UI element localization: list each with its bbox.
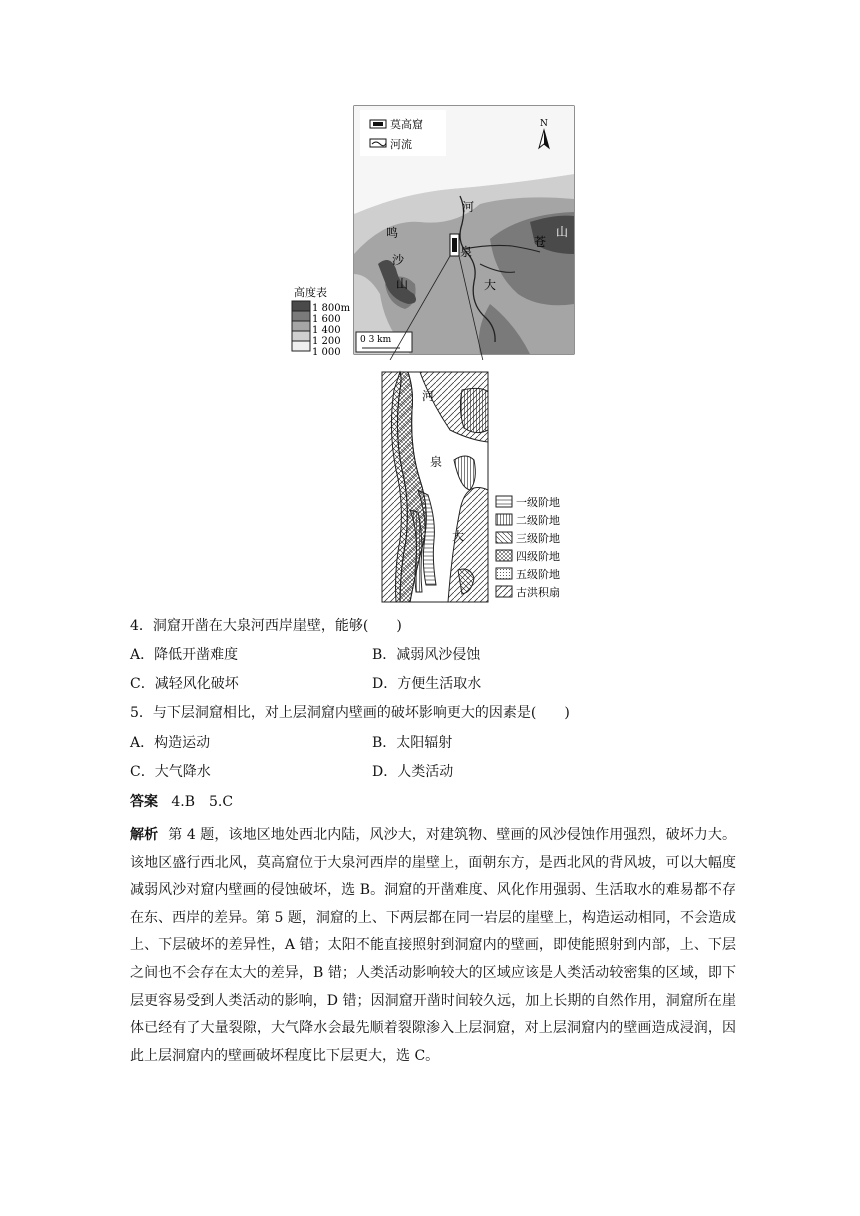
analysis-label: 解析 (130, 827, 159, 843)
detail-label-quan: 泉 (430, 455, 443, 469)
legend-alluvial-fan: 古洪积扇 (516, 586, 560, 599)
elev-1600: 1 600 (312, 314, 341, 325)
elev-1200: 1 200 (312, 336, 341, 347)
legend-terrace-5: 五级阶地 (516, 568, 560, 581)
answer-label: 答案 (130, 794, 158, 810)
label-shan-east: 山 (556, 225, 569, 239)
label-sha: 沙 (392, 253, 405, 267)
q5-option-a: A．构造运动 (130, 735, 211, 751)
legend-river: 河流 (390, 138, 412, 151)
legend-terrace-3: 三级阶地 (516, 532, 560, 545)
answer-text: 4.B 5.C (171, 794, 234, 810)
scale-label: 0 3 km (360, 335, 392, 345)
elev-1400: 1 400 (312, 325, 341, 336)
elevation-title: 高度表 (294, 286, 327, 299)
question-5-stem: 5．与下层洞窟相比，对上层洞窟内壁画的破坏影响更大的因素是( ) (130, 705, 570, 721)
q4-option-c: C．减轻风化破坏 (130, 676, 239, 692)
terrace-legend (496, 495, 560, 599)
map-legend (360, 110, 446, 156)
svg-text:N: N (540, 119, 548, 129)
q5-option-b: B．太阳辐射 (372, 735, 453, 751)
elevation-legend (292, 285, 351, 358)
question-4-stem: 4．洞窟开凿在大泉河西岸崖壁，能够( ) (130, 618, 402, 634)
legend-terrace-2: 二级阶地 (516, 514, 560, 527)
legend-terrace-1: 一级阶地 (516, 496, 560, 509)
legend-cave: 莫高窟 (390, 118, 423, 131)
terrain-map (290, 104, 576, 360)
label-quan: 泉 (460, 245, 473, 259)
detail-map-body (382, 372, 488, 602)
label-he: 河 (462, 200, 475, 214)
q4-option-b: B．减弱风沙侵蚀 (372, 647, 481, 663)
q4-option-d: D．方便生活取水 (372, 676, 482, 692)
analysis-text: 第 4 题，该地区地处西北内陆，风沙大，对建筑物、壁画的风沙侵蚀作用强烈，破坏力大。该地区盛行西北风，莫高窟位于大泉河西岸的崖壁上，面朝东方，是西北风的背风坡，可以大幅度减弱风沙对窟内壁画的侵蚀破坏，选 B。洞窟的开凿难度、风化作用强弱、生活取水的难易都不存在东、西岸的差异。第 5 题，洞窟的上、下两层都在同一岩层的崖壁上，构造运动相同，不会造成上、下层破坏的差异性，A 错；太阳不能直接照射到洞窟内的壁画，即使能照射到内部，上、下层之间也不会存在太大的差异，B 错；人类活动影响较大的区域应该是人类活动较密集的区域，即下层更容易受到人类活动的影响，D 错；因洞窟开凿时间较久远，加上长期的自然作用，洞窟所在崖体已经有了大量裂隙，大气降水会最先顺着裂隙渗入上层洞窟，对上层洞窟内的壁画造成浸润，因此上层洞窟内的壁画破坏程度比下层更大，选 C。 (130, 827, 736, 1064)
legend-terrace-4: 四级阶地 (516, 550, 560, 563)
analysis-paragraph (130, 822, 736, 1070)
answer-line (130, 792, 233, 812)
q5-option-d: D．人类活动 (372, 764, 454, 780)
q5-option-c: C．大气降水 (130, 764, 211, 780)
label-shan-west: 山 (396, 277, 409, 291)
terrace-detail-map (370, 370, 600, 606)
label-cang: 苍 (534, 235, 547, 249)
label-da: 大 (484, 278, 497, 292)
q4-option-a: A．降低开凿难度 (130, 647, 239, 663)
label-ming: 鸣 (386, 226, 399, 240)
detail-label-he: 河 (422, 389, 435, 403)
detail-label-da: 大 (452, 529, 465, 543)
elev-1800: 1 800m (312, 303, 351, 314)
elev-1000: 1 000 (312, 347, 341, 358)
